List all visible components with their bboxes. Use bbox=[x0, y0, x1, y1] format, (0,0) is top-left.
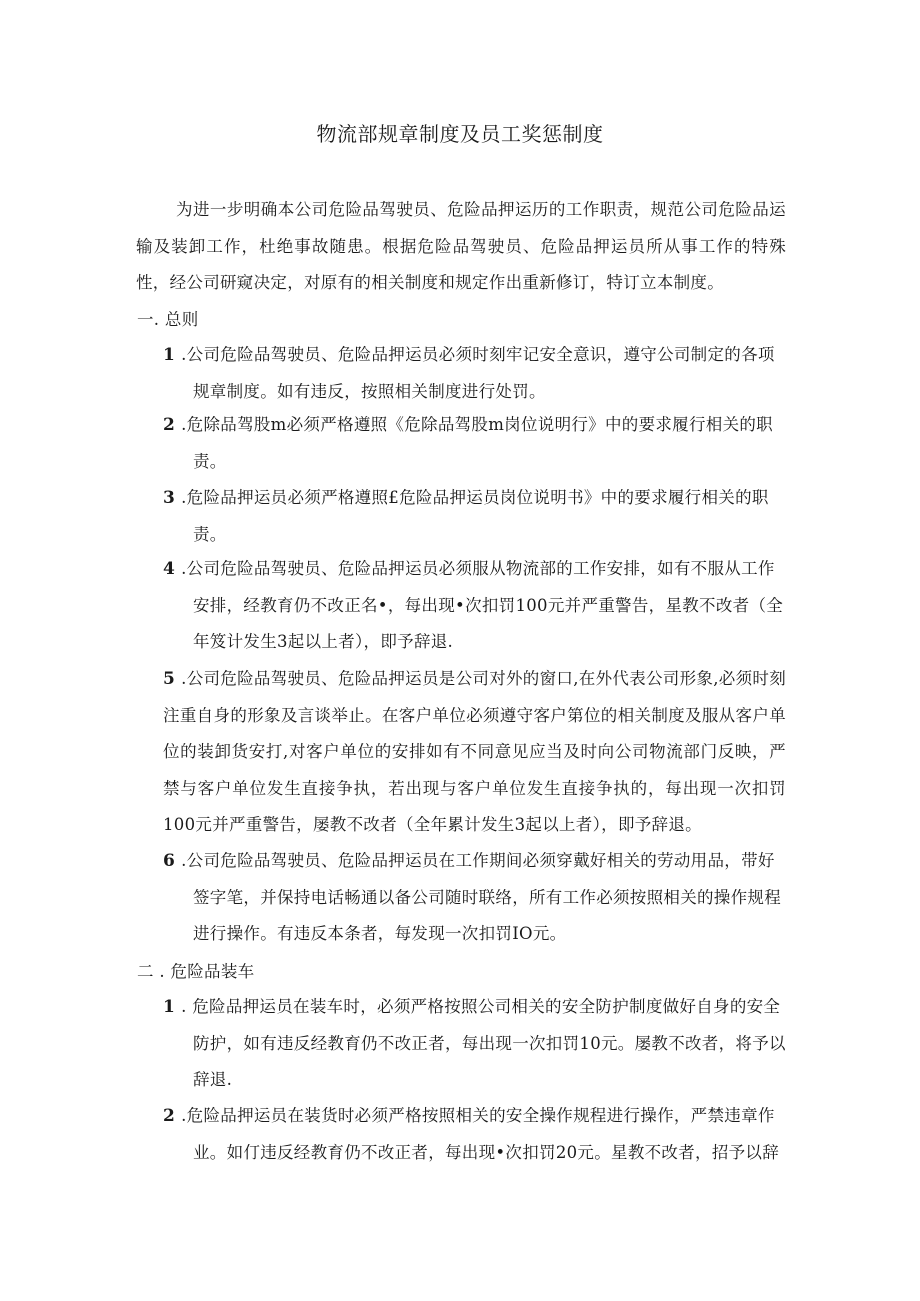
list-item-first-line bbox=[163, 407, 786, 444]
item-text: . 危险品押运员在装车时，必须严格按照公司相关的安全防护制度做好自身的安全 bbox=[181, 997, 781, 1016]
item-number: 6 bbox=[163, 851, 176, 871]
item-number: 2 bbox=[163, 415, 176, 435]
item-number: 1 bbox=[163, 997, 176, 1017]
item-number: 5 bbox=[163, 669, 176, 689]
item-number: 4 bbox=[163, 559, 176, 579]
item-text: .公司危险品驾驶员、危险品押运员是公司对外的窗口,在外代表公司形象,必须时刻注重自身的形象及言谈举止。在客户单位必须遵守客户第位的相关制度及服从客户单位的装卸货安打,对客户单位的安排如有不同意见应当及时向公司物流部门反映，严禁与客户单位发生直接争执，若出现与客户单位发生直接争执的，每出现一次扣罚100元并严重警告，屡教不改者（全年累计发生3起以上者），即予辞退。 bbox=[163, 669, 786, 834]
item-text: .公司危险品驾驶员、危险品押运员必须服从物流部的工作安排，如有不服从工作 bbox=[181, 559, 775, 578]
list-item bbox=[163, 843, 786, 953]
list-item bbox=[163, 551, 786, 661]
item-text: .危险品押运员在装货时必须严格按照相关的安全操作规程进行操作，严禁违章作 bbox=[181, 1106, 775, 1125]
item-continuation: 防护，如有违反经教育仍不改正者，每出现一次扣罚10元。屡教不改者，将予以辞退. bbox=[193, 1033, 786, 1089]
list-item bbox=[163, 989, 786, 1099]
list-item bbox=[163, 661, 786, 844]
item-continuation: 签字笔，并保持电话畅通以备公司随时联络，所有工作必须按照相关的操作规程进行操作。有违反本条者，每发现一次扣罚IO元。 bbox=[193, 887, 781, 943]
document-title: 物流部规章制度及员工奖惩制度 bbox=[316, 122, 604, 146]
item-continuation: 责。 bbox=[193, 451, 227, 471]
intro-paragraph: 为进一步明确本公司危险品驾驶员、危险品押运历的工作职责，规范公司危险品运输及装卸工作，杜绝事故随患。根据危险品驾驶员、危险品押运员所从事工作的特殊性，经公司研窥决定，对原有的相关制度和规定作出重新修订，特订立本制度。 bbox=[136, 200, 786, 292]
item-number: 3 bbox=[163, 488, 176, 508]
item-text: .公司危险品驾驶员、危险品押运员在工作期间必须穿戴好相关的劳动用品，带好 bbox=[181, 851, 775, 870]
list-item bbox=[163, 480, 786, 553]
list-item-first-line bbox=[163, 480, 786, 517]
list-item-first-line bbox=[163, 551, 786, 588]
item-text: .公司危险品驾驶员、危险品押运员必须时刻牢记安全意识，遵守公司制定的各项 bbox=[181, 345, 775, 364]
section-heading-loading: 二 . 危险品装车 bbox=[137, 962, 255, 981]
item-number: 1 bbox=[163, 345, 176, 365]
item-text: .危险品押运员必须严格遵照£危险品押运员岗位说明书》中的要求履行相关的职 bbox=[181, 488, 769, 507]
list-item bbox=[163, 407, 786, 480]
list-item bbox=[163, 1098, 786, 1171]
item-text: .危除品驾股m必须严格遵照《危除品驾股m岗位说明行》中的要求履行相关的职 bbox=[181, 415, 773, 434]
list-item-first-line bbox=[163, 337, 786, 374]
item-continuation: 规章制度。如有违反，按照相关制度进行处罚。 bbox=[193, 381, 546, 401]
section-heading-general: 一. 总则 bbox=[137, 310, 199, 329]
item-continuation: 安排，经教育仍不改正名•，每出现•次扣罚100元并严重警告，星教不改者（全年笈计发生3起以上者），即予辞退. bbox=[193, 595, 784, 651]
list-item bbox=[163, 337, 786, 410]
list-item-first-line bbox=[163, 1098, 786, 1135]
list-item-first-line bbox=[163, 843, 786, 880]
item-number: 2 bbox=[163, 1106, 176, 1126]
item-continuation: 业。如仃违反经教育仍不改正者，每出现•次扣罚20元。星教不改者，招予以辞 bbox=[193, 1142, 780, 1162]
list-item-first-line bbox=[163, 989, 786, 1026]
item-continuation: 责。 bbox=[193, 524, 227, 544]
